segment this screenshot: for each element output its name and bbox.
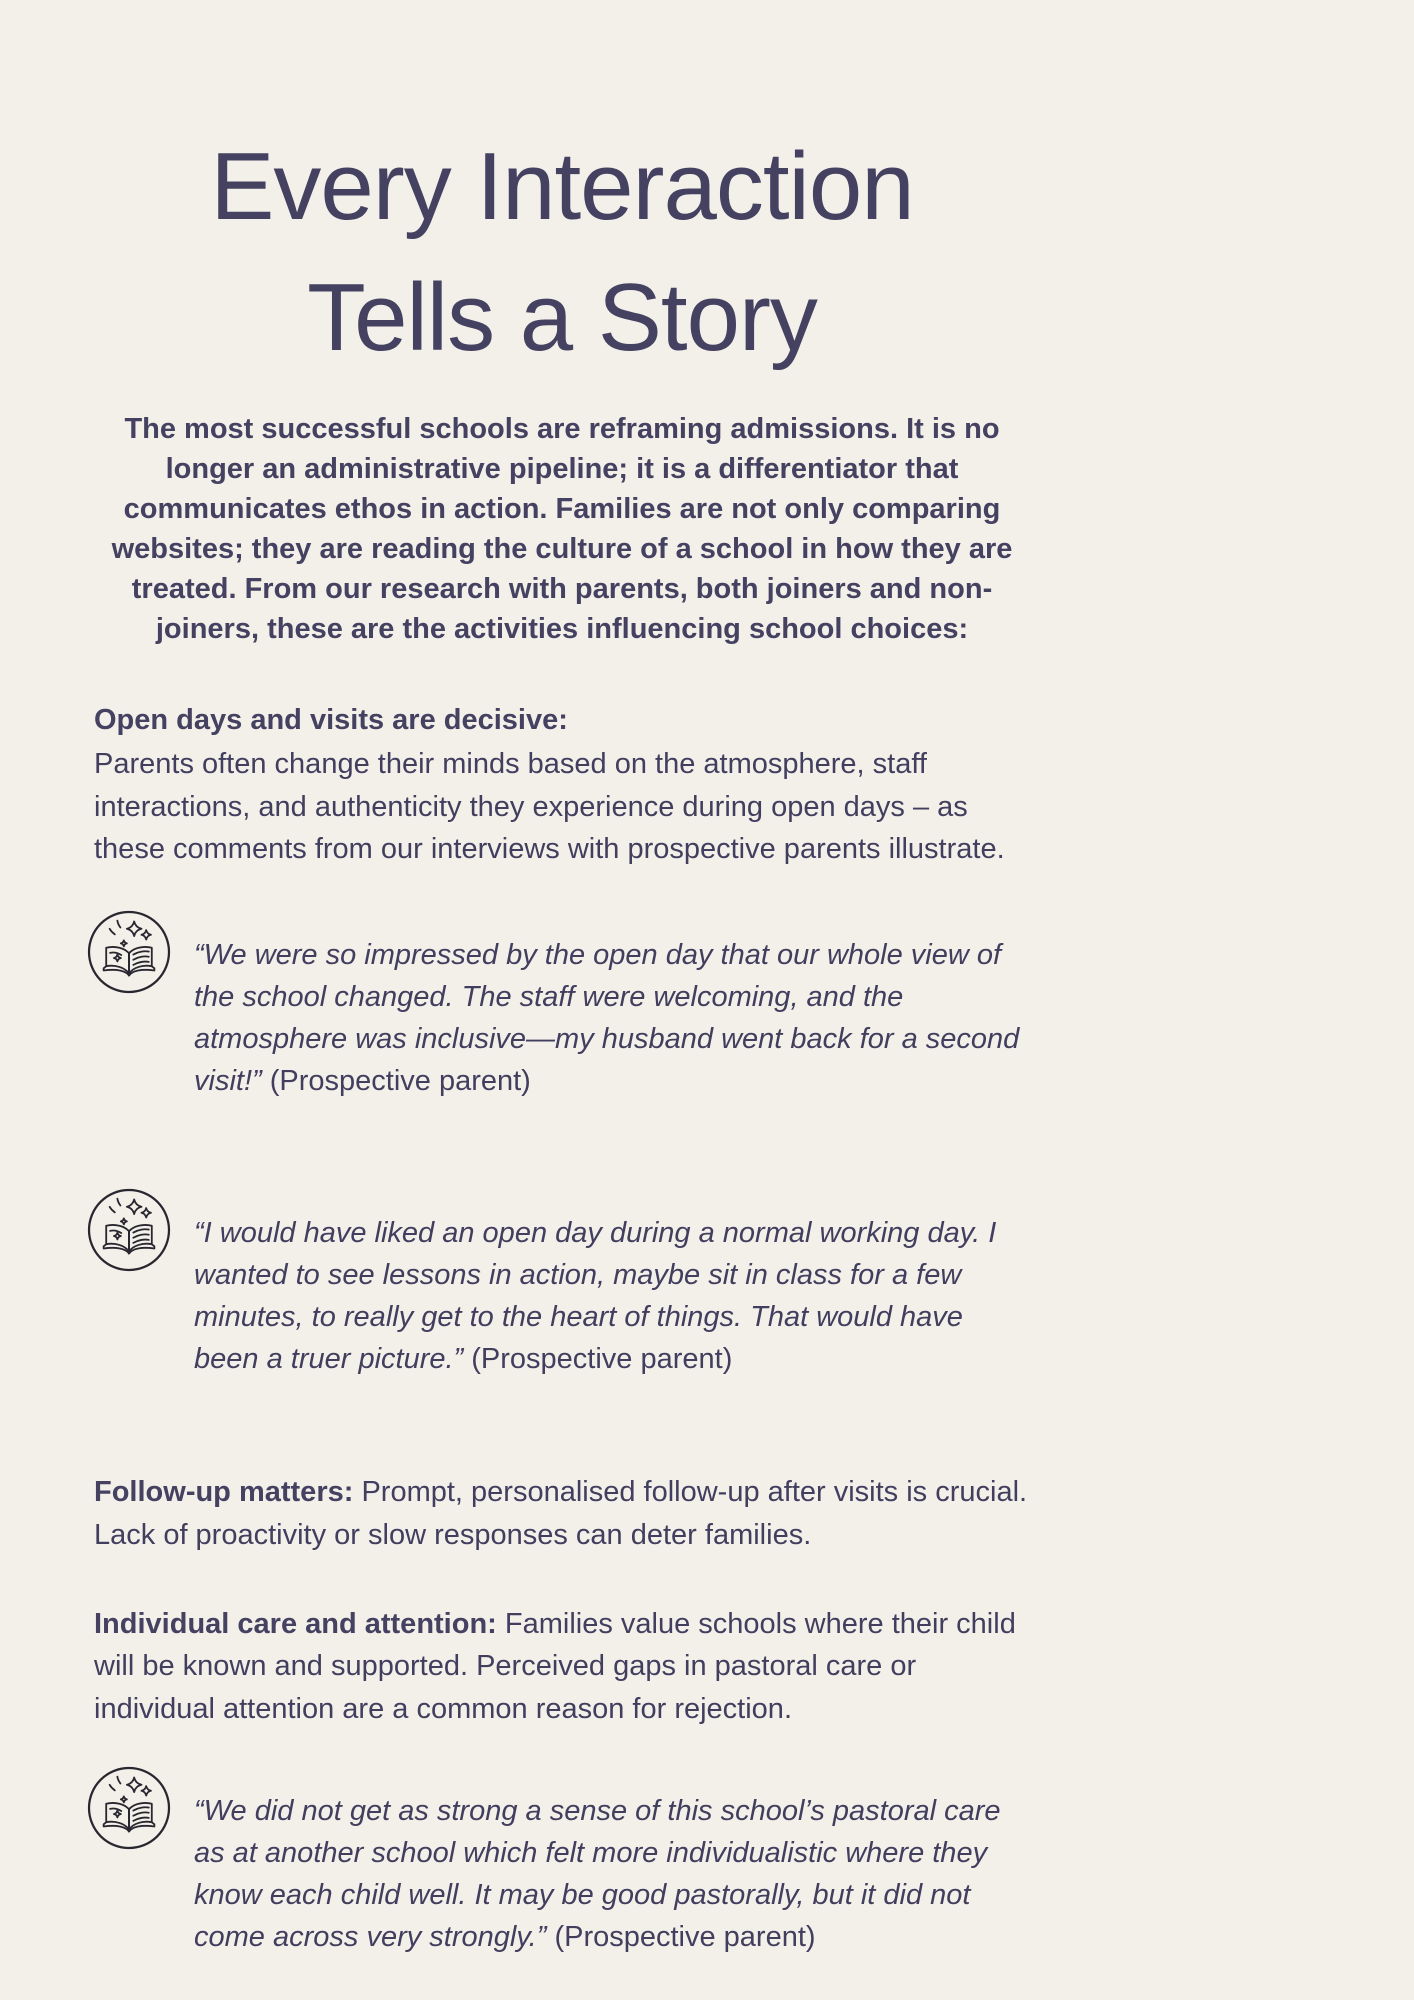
quote-2 — [194, 1212, 1030, 1380]
section-follow-up — [94, 1471, 1030, 1556]
open-book-sparkles-icon — [86, 909, 172, 995]
section-lead-follow-up: Follow-up matters: — [94, 1476, 354, 1509]
open-book-sparkles-icon — [86, 1765, 172, 1851]
page-title — [94, 0, 1030, 383]
section-lead-individual-care: Individual care and attention: — [94, 1607, 497, 1640]
section-individual-care — [94, 1603, 1030, 1731]
section-body-individual-care: Families value schools where their child will be known and supported. Perceived gaps in pastoral care or individual attention are a common reason for rejection. — [94, 1607, 1016, 1725]
quote-block-3 — [94, 1761, 1030, 1987]
quote-2-attribution: (Prospective parent) — [463, 1343, 733, 1376]
title-line-1: Every Interaction — [210, 133, 914, 240]
quote-3 — [194, 1790, 1030, 1958]
quote-1-attribution: (Prospective parent) — [261, 1065, 531, 1098]
quote-2-text: “I would have liked an open day during a normal working day. I wanted to see lessons in action, maybe sit in class for a few minutes, to really get to the heart of things. That would have been a truer picture.” — [194, 1217, 997, 1376]
section-heading-open-days: Open days and visits are decisive: — [94, 704, 568, 737]
open-book-sparkles-icon — [86, 1187, 172, 1273]
quote-1-text: “We were so impressed by the open day that our whole view of the school changed. The staff were welcoming, and the atmosphere was inclusive—my husband went back for a second visit!” — [194, 939, 1020, 1098]
section-body-open-days: Parents often change their minds based on the atmosphere, staff interactions, and authenticity they experience during open days – as these comments from our interviews with prospective parents illustrate. — [94, 748, 1005, 866]
content-column — [94, 0, 1030, 1987]
quote-1 — [194, 934, 1030, 1102]
quote-3-text: “We did not get as strong a sense of this school’s pastoral care as at another school which felt more individualistic where they know each child well. It may be good pastorally, but it did not come across very strongly.” — [194, 1794, 1001, 1953]
quote-block-1 — [94, 905, 1030, 1131]
section-body-follow-up: Prompt, personalised follow-up after visits is crucial. Lack of proactivity or slow responses can deter families. — [94, 1476, 1028, 1552]
intro-paragraph: The most successful schools are reframing admissions. It is no longer an administrative pipeline; it is a differentiator that communicates ethos in action. Families are not only comparing websites; they are reading the culture of a school in how they are treated. From our research with parents, both joiners and non-joiners, these are the activities influencing school choices: — [111, 413, 1013, 646]
title-line-2: Tells a Story — [307, 263, 817, 371]
quote-3-attribution: (Prospective parent) — [546, 1920, 816, 1953]
quote-block-2 — [94, 1183, 1030, 1409]
